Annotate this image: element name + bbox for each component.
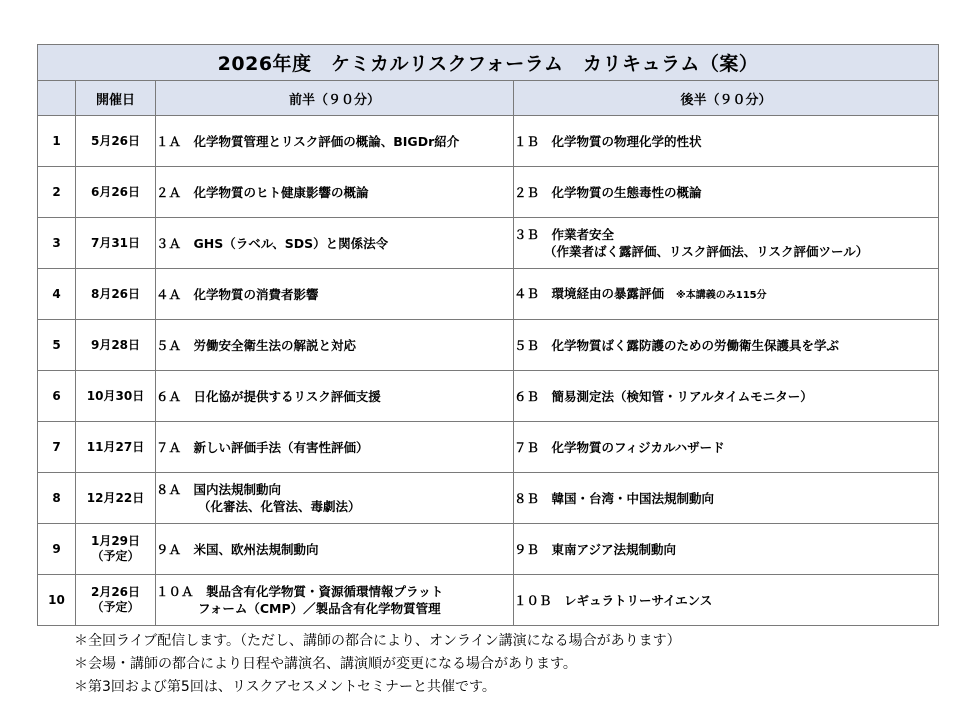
session-number: 3 [38,218,76,269]
lecture-title: ７Ａ 新しい評価手法（有害性評価） [156,439,369,455]
lecture-title: ２Ａ 化学物質のヒト健康影響の概論 [156,184,369,200]
lecture-title-line [514,184,938,201]
session-number: 6 [38,371,76,422]
session-date-value: 8月26日 [90,286,141,301]
session-date-value: 5月26日 [90,133,141,148]
lecture-title-line [514,133,938,150]
session-date-value: 2月26日 [90,585,141,599]
lecture-title: ６Ｂ 簡易測定法（検知管・リアルタイムモニター） [514,388,813,404]
session-date [76,473,156,524]
table-row [38,371,939,422]
first-half-lecture [156,575,514,626]
second-half-lecture [514,218,939,269]
lecture-title: ５Ａ 労働安全衛生法の解説と対応 [156,337,357,353]
lecture-title: １Ａ 化学物質管理とリスク評価の概論、BIGDr紹介 [156,133,460,149]
second-half-lecture [514,524,939,575]
lecture-title: ８Ｂ 韓国・台湾・中国法規制動向 [514,490,715,506]
second-half-lecture [514,320,939,371]
lecture-duration-note: ※本講義のみ115分 [676,289,767,301]
page-title: 2026年度 ケミカルリスクフォーラム カリキュラム（案） [38,45,939,81]
session-date [76,320,156,371]
table-row [38,218,939,269]
table-row [38,422,939,473]
footnote: ＊会場・講師の都合により日程や講演名、講演順が変更になる場合があります。 [74,656,577,672]
second-half-lecture [514,269,939,320]
lecture-title: ４Ｂ 環境経由の暴露評価 [514,285,665,301]
table-row [38,116,939,167]
first-half-lecture [156,116,514,167]
title-row [38,45,939,81]
lecture-title: ８Ａ 国内法規制動向 [156,482,282,497]
first-half-lecture [156,269,514,320]
first-half-lecture [156,320,514,371]
lecture-title-line [514,490,938,507]
lecture-subtitle: （化審法、化管法、毒劇法） [198,499,361,514]
header-second-half: 後半（９０分） [514,81,939,116]
session-number: 7 [38,422,76,473]
lecture-title-line [514,592,938,609]
first-half-lecture [156,167,514,218]
lecture-title: １Ｂ 化学物質の物理化学的性状 [514,133,702,149]
session-date-note: （予定） [91,549,140,563]
second-half-lecture [514,422,939,473]
footnote: ＊第3回および第5回は、リスクアセスメントセミナーと共催です。 [74,679,496,695]
session-date [76,116,156,167]
lecture-title: ２Ｂ 化学物質の生態毒性の概論 [514,184,702,200]
session-number: 5 [38,320,76,371]
second-half-lecture [514,116,939,167]
lecture-title-line [514,226,938,243]
header-first-half: 前半（９０分） [156,81,514,116]
session-date-value: 1月29日 [90,534,141,548]
footnote: ＊全回ライブ配信します。（ただし、講師の都合により、オンライン講演になる場合があります） [74,633,681,649]
lecture-title: ３Ｂ 作業者安全 [514,227,615,242]
header-row [38,81,939,116]
lecture-subtitle: （作業者ばく露評価、リスク評価法、リスク評価ツール） [544,244,869,259]
first-half-lecture [156,422,514,473]
lecture-title: ６Ａ 日化協が提供するリスク評価支援 [156,388,381,404]
session-date [76,371,156,422]
lecture-subtitle: フォーム（CMP）／製品含有化学物質管理 [198,601,441,616]
session-number: 4 [38,269,76,320]
lecture-title: ４Ａ 化学物質の消費者影響 [156,286,319,302]
table-row [38,269,939,320]
session-date-value: 9月28日 [90,337,141,352]
session-date-note: （予定） [91,600,140,614]
table-row [38,524,939,575]
session-number: 2 [38,167,76,218]
lecture-title: ７Ｂ 化学物質のフィジカルハザード [514,439,725,455]
session-date [76,218,156,269]
first-half-lecture [156,371,514,422]
first-half-lecture [156,473,514,524]
table-body [38,116,939,626]
second-half-lecture [514,473,939,524]
lecture-title-line [514,285,938,304]
session-number: 8 [38,473,76,524]
session-date-value: 7月31日 [90,235,141,250]
lecture-title: １０Ｂ レギュラトリーサイエンス [514,592,713,608]
table-row [38,167,939,218]
session-date-value: 12月22日 [86,490,145,505]
session-date-value: 6月26日 [90,184,141,199]
lecture-title: ９Ｂ 東南アジア法規制動向 [514,541,677,557]
session-date [76,524,156,575]
curriculum-table [37,44,939,626]
second-half-lecture [514,167,939,218]
table-row [38,575,939,626]
session-date [76,269,156,320]
session-date-value: 11月27日 [86,439,145,454]
session-number: 10 [38,575,76,626]
session-date [76,167,156,218]
lecture-title-line [514,388,938,405]
session-date [76,575,156,626]
lecture-title: ９Ａ 米国、欧州法規制動向 [156,541,319,557]
lecture-title-line [514,337,938,354]
table-row [38,320,939,371]
second-half-lecture [514,575,939,626]
table-row [38,473,939,524]
header-no [38,81,76,116]
lecture-title: ３Ａ GHS（ラベル、SDS）と関係法令 [156,235,389,251]
lecture-title-line [514,439,938,456]
first-half-lecture [156,524,514,575]
session-number: 9 [38,524,76,575]
lecture-title: １０Ａ 製品含有化学物質・資源循環情報プラット [156,584,444,599]
header-date: 開催日 [76,81,156,116]
session-date-value: 10月30日 [86,388,145,403]
lecture-title: ５Ｂ 化学物質ばく露防護のための労働衛生保護具を学ぶ [514,337,840,353]
second-half-lecture [514,371,939,422]
session-date [76,422,156,473]
session-number: 1 [38,116,76,167]
lecture-title-line [514,541,938,558]
first-half-lecture [156,218,514,269]
footnotes [74,630,681,699]
